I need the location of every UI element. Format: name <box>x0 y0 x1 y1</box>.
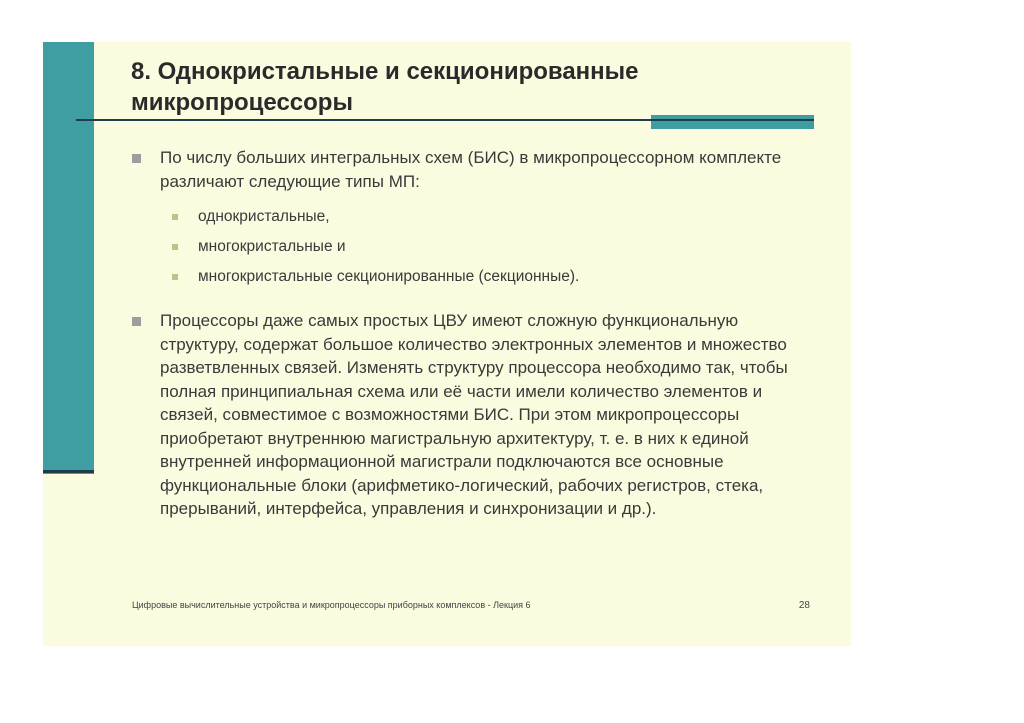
sub-list-item <box>130 265 810 289</box>
slide-footer <box>132 600 812 610</box>
square-bullet-icon <box>172 274 178 280</box>
square-bullet-icon <box>172 214 178 220</box>
slide-title: 8. Однокристальные и секционированные микропроцессоры <box>131 58 639 116</box>
bullet-text: Процессоры даже самых простых ЦВУ имеют сложную функциональную структуру, содержат большое количество электронных элементов и множество разветвленных связей. Изменять структуру процессора необходимо так, чтобы полная принципиальная схема или её части имели количество элементов и связей, совместимое с возможностями БИС. При этом микропроцессоры приобретают внутреннюю магистральную архитектуру, т. е. в них к единой внутренней информационной магистрали подключаются все основные функциональные блоки (арифметико-логический, рабочих регистров, стека, прерываний, интерфейса, управления и синхронизации и др.). <box>160 311 788 518</box>
footer-text: Цифровые вычислительные устройства и микропроцессоры приборных комплексов - Лекция 6 <box>132 600 531 610</box>
bullet-item <box>130 309 810 521</box>
sub-list <box>130 205 810 289</box>
title-accent-block <box>651 115 814 129</box>
sub-list-item <box>130 235 810 259</box>
bullet-text: По числу больших интегральных схем (БИС) в микропроцессорном комплекте различают следующие типы МП: <box>160 148 782 191</box>
left-accent-bar <box>43 42 94 474</box>
sub-item-text: однокристальные, <box>198 208 330 225</box>
square-bullet-icon <box>132 154 141 163</box>
bullet-item <box>130 146 810 193</box>
sub-list-item <box>130 205 810 229</box>
left-accent-underline <box>43 470 94 473</box>
square-bullet-icon <box>172 244 178 250</box>
square-bullet-icon <box>132 317 141 326</box>
sub-item-text: многокристальные и <box>198 238 346 255</box>
page-number: 28 <box>798 600 810 611</box>
sub-item-text: многокристальные секционированные (секционные). <box>198 268 580 285</box>
slide-content <box>130 146 810 533</box>
